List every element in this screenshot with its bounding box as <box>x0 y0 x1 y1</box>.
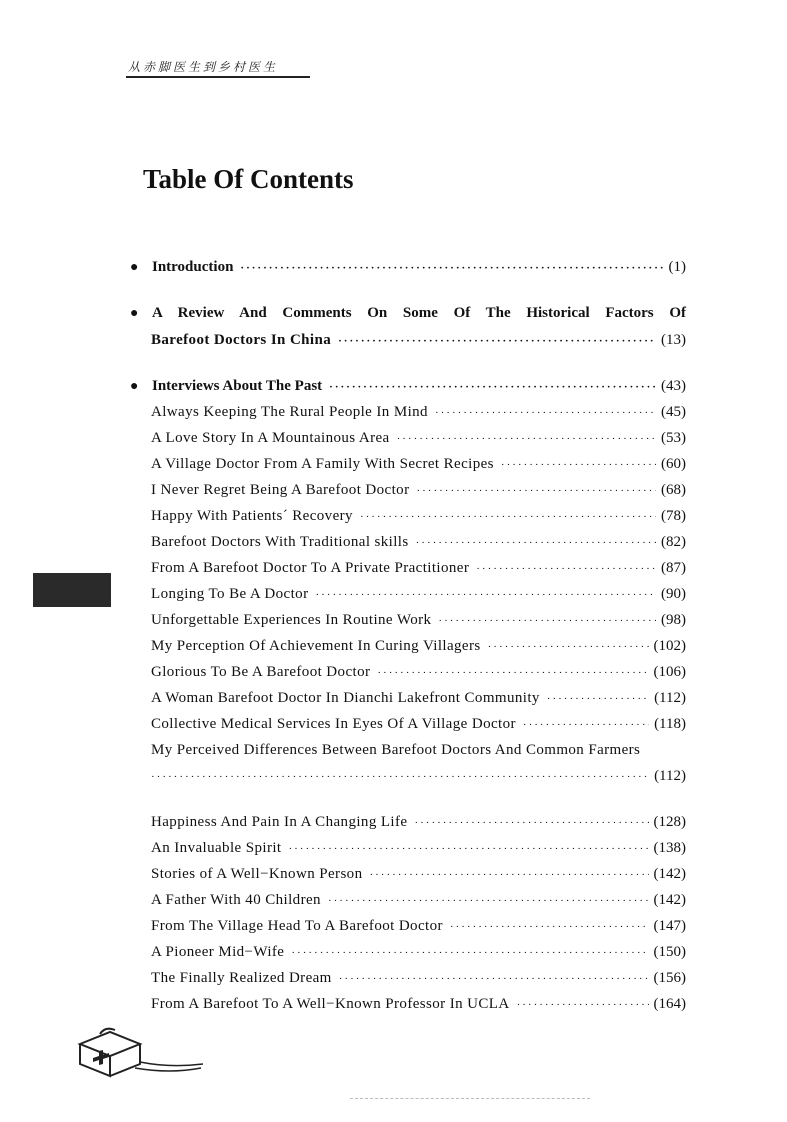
page-title: Table Of Contents <box>143 164 354 194</box>
entry-page: (78) <box>661 508 686 524</box>
toc-entry[interactable] <box>130 555 686 581</box>
toc-entry[interactable] <box>130 477 686 503</box>
entry-label: Collective Medical Services In Eyes Of A Village Doctor <box>151 716 516 732</box>
entry-page: (90) <box>661 586 686 602</box>
entry-label: From A Barefoot Doctor To A Private Practitioner <box>151 560 470 576</box>
entry-label: Stories of A Well−Known Person <box>151 866 363 882</box>
dot-leader <box>360 504 656 530</box>
toc-entry[interactable] <box>130 633 686 659</box>
dot-leader <box>547 686 649 712</box>
interview-items-2 <box>130 809 686 1017</box>
dot-leader <box>329 374 656 400</box>
bullet-icon: ● <box>130 260 139 275</box>
medical-kit-logo <box>75 1024 205 1084</box>
toc-entry[interactable] <box>130 913 686 939</box>
toc-entry-interviews[interactable] <box>130 373 686 399</box>
toc-entry[interactable] <box>130 965 686 991</box>
toc-entry[interactable] <box>130 939 686 965</box>
toc-entry[interactable] <box>130 685 686 711</box>
toc-entry[interactable] <box>130 861 686 887</box>
entry-page: (53) <box>661 430 686 446</box>
dot-leader <box>151 764 649 790</box>
dot-leader <box>339 966 649 992</box>
entry-label: A Pioneer Mid−Wife <box>151 944 285 960</box>
dot-leader <box>397 426 656 452</box>
header-rule <box>126 76 310 78</box>
entry-label: Introduction <box>152 259 234 275</box>
toc-entry[interactable] <box>130 581 686 607</box>
dot-leader <box>315 582 656 608</box>
dot-leader <box>476 556 656 582</box>
toc-entry[interactable] <box>130 991 686 1017</box>
entry-label: A Love Story In A Mountainous Area <box>151 430 390 446</box>
entry-label: From The Village Head To A Barefoot Doctor <box>151 918 443 934</box>
toc-entry[interactable] <box>130 809 686 835</box>
entry-label: Glorious To Be A Barefoot Doctor <box>151 664 371 680</box>
entry-page: (112) <box>654 690 686 706</box>
toc-entry[interactable] <box>130 887 686 913</box>
dot-leader <box>414 810 648 836</box>
dot-leader <box>517 992 649 1018</box>
entry-label: A Father With 40 Children <box>151 892 321 908</box>
entry-page: (128) <box>653 814 686 830</box>
entry-label: An Invaluable Spirit <box>151 840 282 856</box>
entry-page: (150) <box>653 944 686 960</box>
entry-label: From A Barefoot To A Well−Known Professor In UCLA <box>151 996 510 1012</box>
toc-entry[interactable] <box>130 835 686 861</box>
entry-page: (68) <box>661 482 686 498</box>
entry-page: (87) <box>661 560 686 576</box>
entry-page: (156) <box>653 970 686 986</box>
dot-leader <box>288 836 648 862</box>
toc-entry-long[interactable] <box>130 737 686 789</box>
table-of-contents <box>130 254 686 1017</box>
toc-entry[interactable] <box>130 425 686 451</box>
entry-page: (82) <box>661 534 686 550</box>
entry-label: Always Keeping The Rural People In Mind <box>151 404 428 420</box>
entry-page: (142) <box>653 866 686 882</box>
entry-page: (142) <box>653 892 686 908</box>
entry-page: (98) <box>661 612 686 628</box>
entry-label: I Never Regret Being A Barefoot Doctor <box>151 482 410 498</box>
toc-entry-review[interactable] <box>130 300 686 353</box>
dot-leader <box>416 530 656 556</box>
bullet-icon: ● <box>130 379 139 394</box>
entry-page: (118) <box>654 716 686 732</box>
entry-page: (112) <box>654 768 686 784</box>
toc-entry[interactable] <box>130 503 686 529</box>
entry-label: Longing To Be A Doctor <box>151 586 309 602</box>
entry-page: (106) <box>653 664 686 680</box>
toc-entry-introduction[interactable] <box>130 254 686 280</box>
header-title: 从赤脚医生到乡村医生 <box>128 60 279 74</box>
entry-label: Interviews About The Past <box>152 378 323 394</box>
entry-page: (45) <box>661 404 686 420</box>
entry-label: My Perceived Differences Between Barefoot Doctors And Common Farmers <box>151 742 641 758</box>
dot-leader <box>291 940 648 966</box>
dot-leader <box>369 862 648 888</box>
toc-entry[interactable] <box>130 711 686 737</box>
dot-leader <box>338 328 656 354</box>
dot-leader <box>328 888 649 914</box>
entry-label: A Woman Barefoot Doctor In Dianchi Lakefront Community <box>151 690 540 706</box>
side-tab-marker <box>33 573 111 607</box>
dot-leader <box>416 478 656 504</box>
toc-entry[interactable] <box>130 607 686 633</box>
entry-label: Happiness And Pain In A Changing Life <box>151 814 408 830</box>
entry-label: Barefoot Doctors With Traditional skills <box>151 534 409 550</box>
entry-page: (164) <box>653 996 686 1012</box>
entry-label: A Village Doctor From A Family With Secret Recipes <box>151 456 494 472</box>
entry-page: (147) <box>653 918 686 934</box>
entry-page: (13) <box>661 332 686 348</box>
dot-leader <box>240 255 663 281</box>
entry-label-line1: ● A Review And Comments On Some Of The Historical Factors Of <box>130 300 686 327</box>
dot-leader <box>488 634 649 660</box>
entry-label: Unforgettable Experiences In Routine Work <box>151 612 432 628</box>
dot-leader <box>435 400 656 426</box>
dot-leader <box>377 660 648 686</box>
entry-page: (138) <box>653 840 686 856</box>
entry-label: My Perception Of Achievement In Curing Villagers <box>151 638 481 654</box>
entry-label: The Finally Realized Dream <box>151 970 332 986</box>
interview-items <box>130 399 686 737</box>
dot-leader <box>450 914 649 940</box>
toc-entry[interactable] <box>130 451 686 477</box>
entry-page: (60) <box>661 456 686 472</box>
dot-leader <box>523 712 649 738</box>
toc-entry[interactable] <box>130 529 686 555</box>
entry-page: (1) <box>668 259 686 275</box>
entry-page: (43) <box>661 378 686 394</box>
bullet-icon: ● <box>130 306 139 321</box>
entry-label-line2: Barefoot Doctors In China <box>151 332 332 348</box>
footer-rule <box>350 1098 590 1100</box>
entry-page: (102) <box>653 638 686 654</box>
entry-label: Happy With Patients´ Recovery <box>151 508 353 524</box>
dot-leader <box>438 608 656 634</box>
toc-entry[interactable] <box>130 399 686 425</box>
toc-entry[interactable] <box>130 659 686 685</box>
dot-leader <box>501 452 656 478</box>
